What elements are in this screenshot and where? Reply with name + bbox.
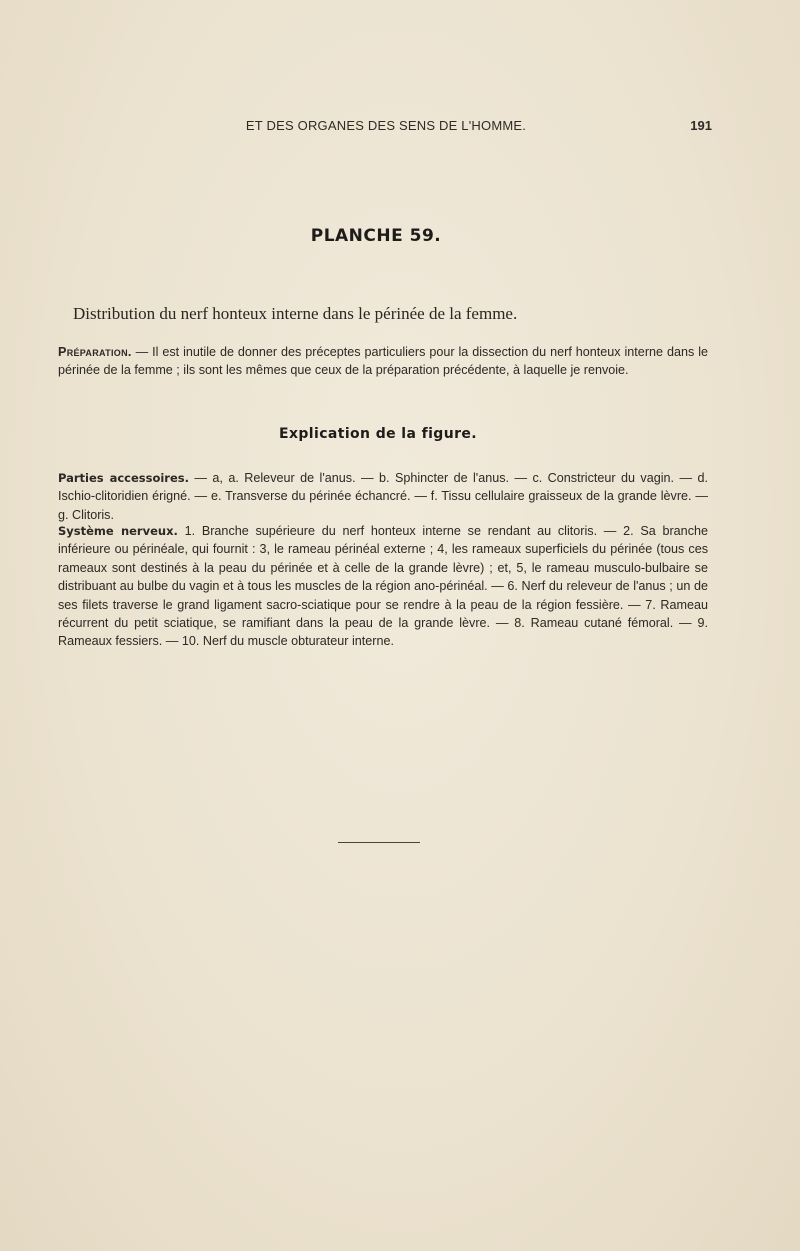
page-number: 191 bbox=[690, 118, 712, 133]
plate-title: PLANCHE 59. bbox=[310, 226, 442, 246]
closing-rule bbox=[338, 842, 420, 843]
systeme-text: 1. Branche supérieure du nerf honteux interne se rendant au clitoris. — 2. Sa branche inférieure ou périnéale, qui fournit : 3, le rameau périnéal externe ; 4, les rameaux superficiels du périnée (tous ces rameaux sont destinés à la peau du périnée et à celle de la grande lèvre) ; et, 5, le rameau musculo-bulbaire se distribuant au bulbe du vagin et à tous les muscles de la région ano-périnéal. — 6. Nerf du releveur de l'anus ; un de ses filets traverse le grand ligament sacro-sciatique pour se rendre à la peau de la région fessière. — 7. Rameau récurrent du petit sciatique, se ramifiant dans la peau de la grande lèvre. — 8. Rameau cutané fémoral. — 9. Rameaux fessiers. — 10. Nerf du muscle obturateur interne. bbox=[58, 524, 708, 649]
explication-heading: Explication de la figure. bbox=[278, 426, 477, 442]
systeme-lead: Système nerveux. bbox=[58, 524, 178, 538]
parties-text: — a, a. Releveur de l'anus. — b. Sphincter de l'anus. — c. Constricteur du vagin. — d. Ischio-clitoridien érigné. — e. Transverse du périnée échancré. — f. Tissu cellulaire graisseux de la grande lèvre. — g. Clitoris. bbox=[58, 471, 708, 522]
plate-subtitle: Distribution du nerf honteux interne dans le périnée de la femme. bbox=[73, 304, 518, 323]
running-title: ET DES ORGANES DES SENS DE L'HOMME. bbox=[245, 118, 527, 133]
page-header bbox=[60, 118, 712, 138]
preparation-paragraph bbox=[58, 343, 708, 380]
systeme-nerveux-paragraph bbox=[58, 522, 708, 651]
parties-accessoires-paragraph bbox=[58, 469, 708, 524]
preparation-text: — Il est inutile de donner des préceptes particuliers pour la dissection du nerf honteux interne dans le périnée de la femme ; ils sont les mêmes que ceux de la préparation précédente, à laquelle je renvoie. bbox=[58, 345, 708, 378]
preparation-lead: Préparation. bbox=[58, 345, 132, 359]
parties-lead: Parties accessoires. bbox=[58, 471, 189, 485]
